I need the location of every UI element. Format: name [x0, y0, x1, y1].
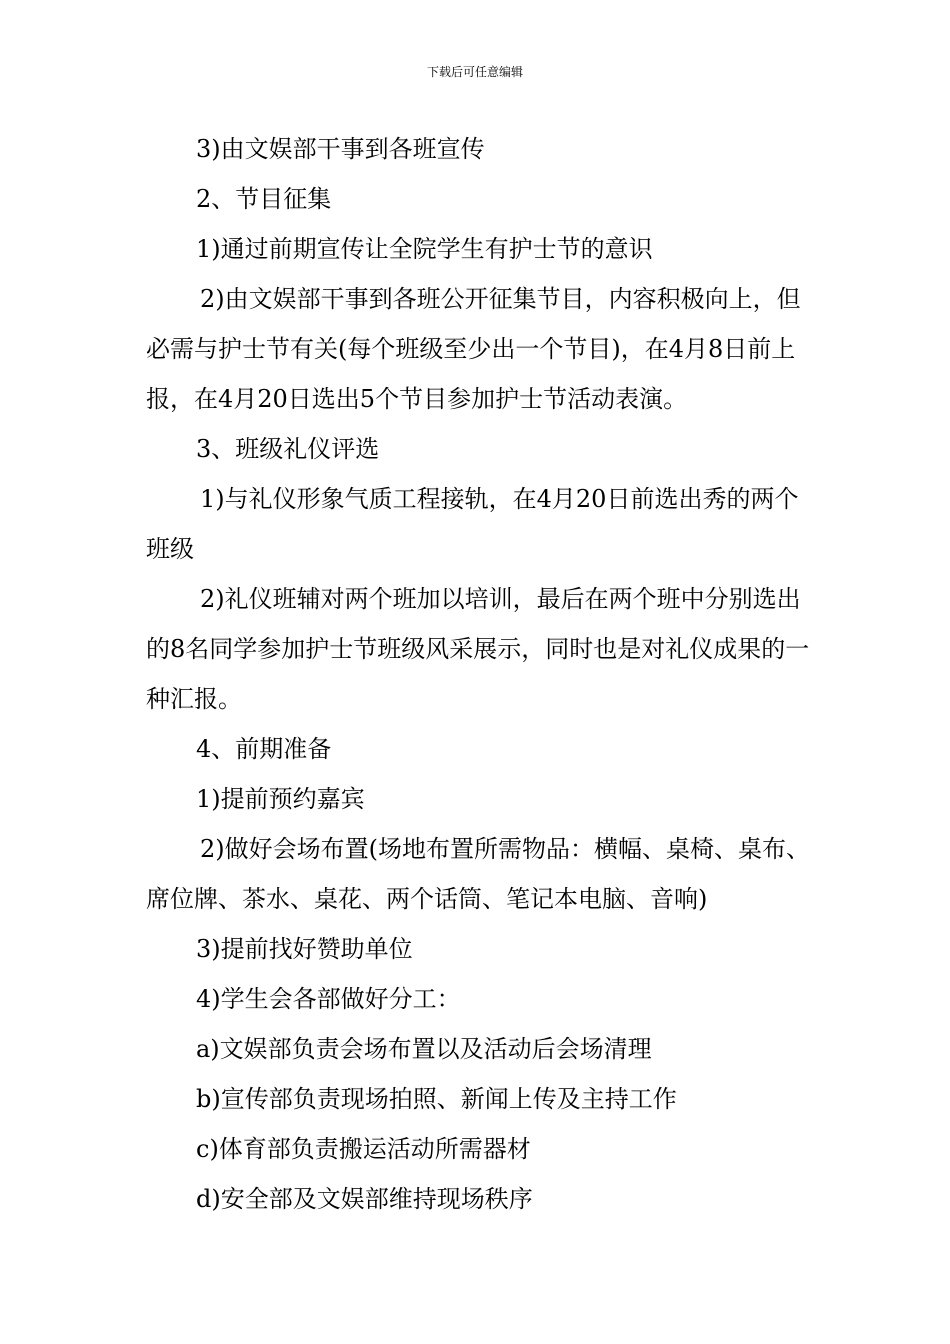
paragraph-13: a)文娱部负责会场布置以及活动后会场清理 — [196, 1035, 652, 1063]
section-heading-3: 3、班级礼仪评选 — [196, 435, 380, 463]
paragraph-15: c)体育部负责搬运活动所需器材 — [196, 1135, 531, 1163]
page-header: 下载后可任意编辑 — [426, 65, 523, 79]
section-heading-2: 2、节目征集 — [196, 185, 332, 213]
paragraph-14: b)宣传部负责现场拍照、新闻上传及主持工作 — [196, 1085, 677, 1113]
paragraph-9: 1)提前预约嘉宾 — [196, 785, 365, 813]
paragraph-3: 1)通过前期宣传让全院学生有护士节的意识 — [196, 235, 653, 263]
paragraph-4: 2)由文娱部干事到各班公开征集节目，内容积极向上，但必需与护士节有关(每个班级至少出一个节目)，在4月8日前上报，在4月20日选出5个节目参加护士节活动表演。 — [146, 285, 801, 413]
section-heading-4: 4、前期准备 — [196, 735, 332, 763]
paragraph-10: 2)做好会场布置(场地布置所需物品：横幅、桌椅、桌布、席位牌、茶水、桌花、两个话筒、笔记本电脑、音响) — [146, 835, 810, 913]
paragraph-11: 3)提前找好赞助单位 — [196, 935, 413, 963]
paragraph-6: 1)与礼仪形象气质工程接轨，在4月20日前选出秀的两个班级 — [146, 485, 799, 563]
document-body — [146, 124, 810, 1224]
paragraph-12: 4)学生会各部做好分工： — [196, 985, 461, 1013]
paragraph-7: 2)礼仪班辅对两个班加以培训，最后在两个班中分别选出的8名同学参加护士节班级风采展示，同时也是对礼仪成果的一种汇报。 — [146, 585, 810, 713]
paragraph-1: 3)由文娱部干事到各班宣传 — [196, 135, 485, 163]
paragraph-16: d)安全部及文娱部维持现场秩序 — [196, 1185, 533, 1213]
